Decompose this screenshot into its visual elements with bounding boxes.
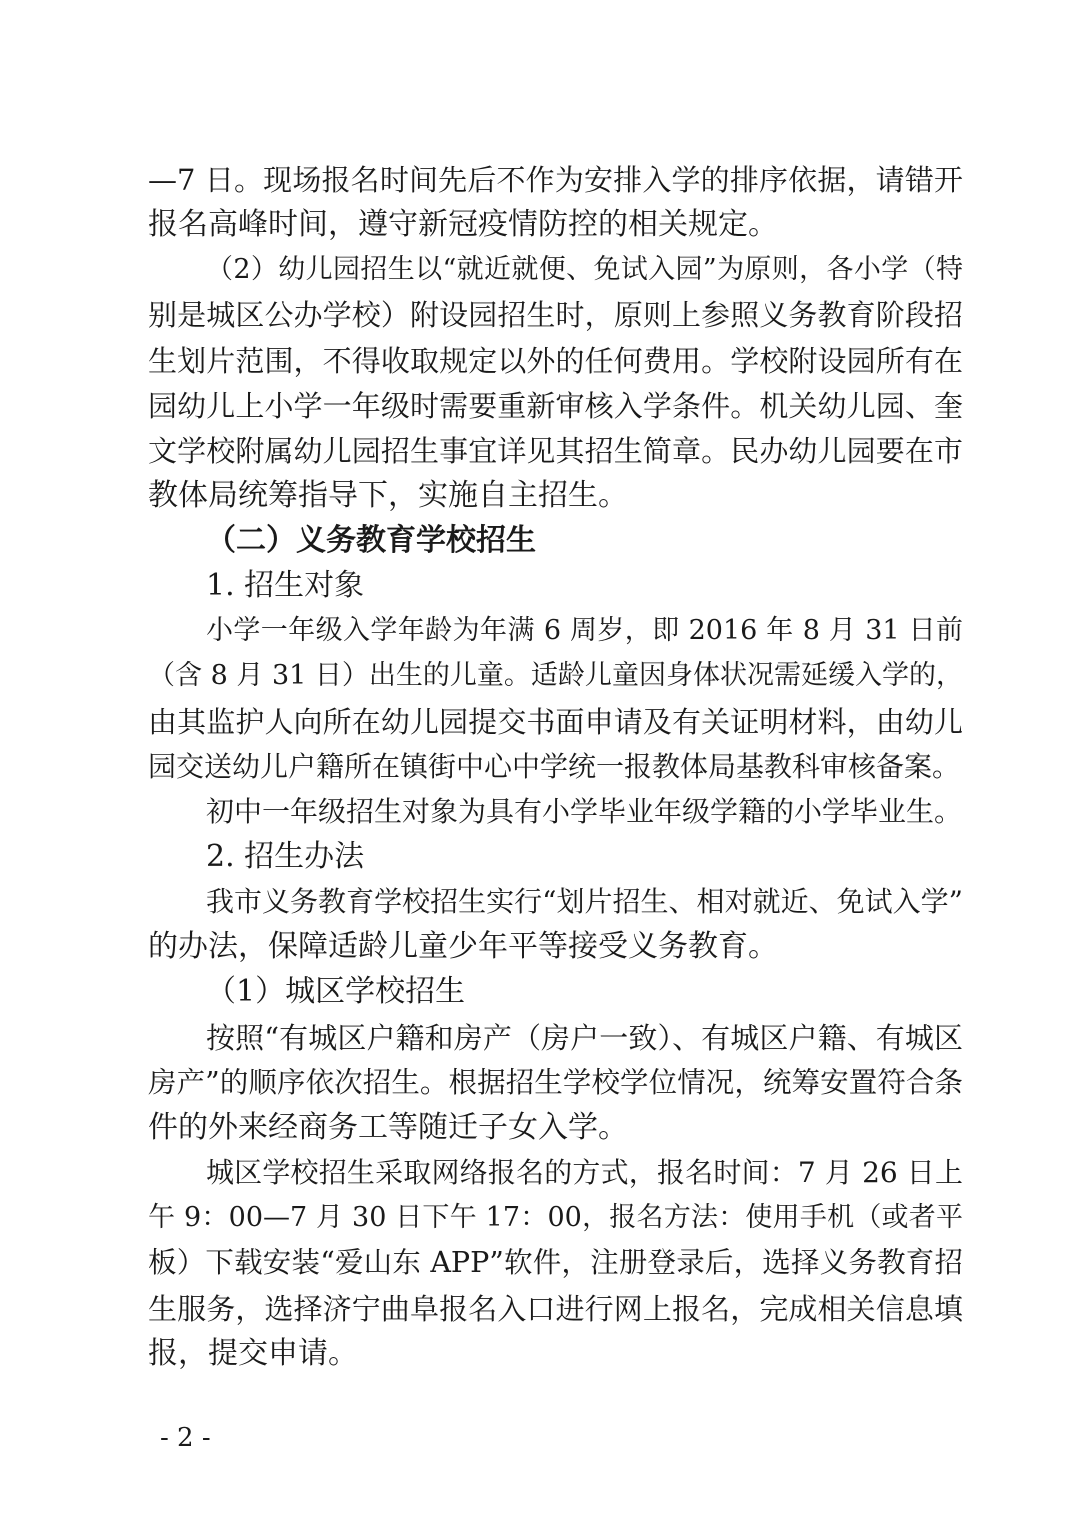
text-line: 小学一年级入学年龄为年满 6 周岁，即 2016 年 8 月 31 日前 [206, 615, 963, 646]
subsection-heading: （1）城区学校招生 [206, 974, 466, 1009]
text-line: 按照“有城区户籍和房产（房户一致）、有城区户籍、有城区 [206, 1021, 963, 1055]
text-line: 园交送幼儿户籍所在镇街中心中学统一报教体局基教科审核备案。 [148, 750, 961, 783]
text-line: 教体局统筹指导下，实施自主招生。 [148, 478, 628, 513]
subsection-heading: 2. 招生办法 [206, 839, 365, 874]
text-line: 板）下载安装“爱山东 APP”软件，注册登录后，选择义务教育招 [148, 1246, 963, 1279]
text-line: 我市义务教育学校招生实行“划片招生、相对就近、免试入学” [206, 885, 963, 918]
section-heading: （二）义务教育学校招生 [206, 523, 536, 558]
text-line: （2）幼儿园招生以“就近就便、免试入园”为原则，各小学（特 [206, 254, 963, 285]
subsection-heading: 1. 招生对象 [206, 568, 365, 603]
text-line: 件的外来经商务工等随迁子女入学。 [148, 1110, 628, 1145]
text-line: 别是城区公办学校）附设园招生时，原则上参照义务教育阶段招 [148, 298, 963, 332]
text-line: 午 9：00—7 月 30 日下午 17：00，报名方法：使用手机（或者平 [148, 1202, 963, 1233]
text-line: （含 8 月 31 日）出生的儿童。适龄儿童因身体状况需延缓入学的， [148, 660, 963, 691]
text-line: 城区学校招生采取网络报名的方式，报名时间：7 月 26 日上 [206, 1156, 963, 1189]
text-line: 房产”的顺序依次招生。根据招生学校学位情况，统筹安置符合条 [148, 1066, 963, 1099]
text-line: 报，提交申请。 [148, 1336, 358, 1371]
text-line: 初中一年级招生对象为具有小学毕业年级学籍的小学毕业生。 [206, 795, 963, 828]
text-line: 由其监护人向所在幼儿园提交书面申请及有关证明材料，由幼儿 [148, 705, 963, 739]
text-line: 文学校附属幼儿园招生事宜详见其招生简章。民办幼儿园要在市 [148, 434, 963, 468]
text-line: 生服务，选择济宁曲阜报名入口进行网上报名，完成相关信息填 [148, 1292, 963, 1326]
text-line: 园幼儿上小学一年级时需要重新审核入学条件。机关幼儿园、奎 [148, 389, 963, 423]
page-number: - 2 - [160, 1423, 211, 1453]
text-line: 报名高峰时间，遵守新冠疫情防控的相关规定。 [148, 207, 778, 242]
text-line: 的办法，保障适龄儿童少年平等接受义务教育。 [148, 929, 778, 964]
text-line: 生划片范围，不得收取规定以外的任何费用。学校附设园所有在 [148, 344, 963, 378]
text-line: —7 日。现场报名时间先后不作为安排入学的排序依据，请错开 [148, 163, 963, 197]
